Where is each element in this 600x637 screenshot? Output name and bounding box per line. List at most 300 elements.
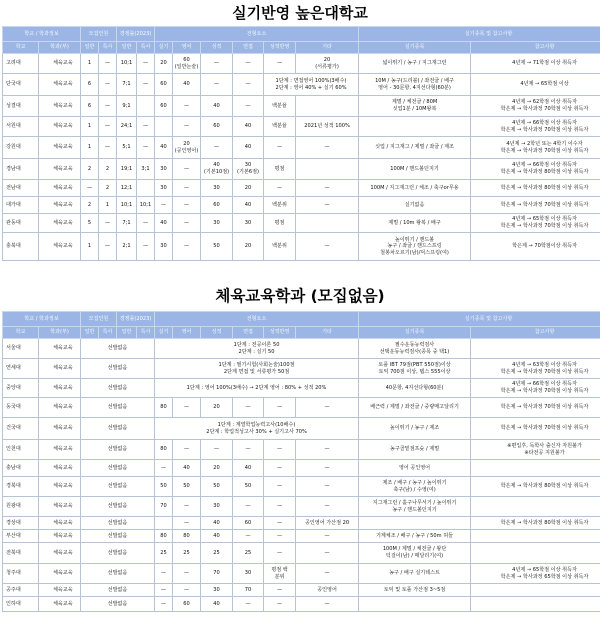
cell-school: 부산대 <box>3 530 39 543</box>
cell-english: — <box>173 117 201 137</box>
cell-practical-event: 농구 / 배구 실기테스트 <box>359 564 471 584</box>
cell-english: 50 <box>173 477 201 497</box>
cell-grade-reflect: — <box>264 137 296 159</box>
cell-selection-status: 선발없음 <box>81 398 155 418</box>
group-elements: 전형요소 <box>155 27 359 42</box>
cell-practical: 30 <box>155 233 173 261</box>
cell-interview: 30 <box>233 564 264 584</box>
cell-comp-general: 24;1 <box>117 117 137 137</box>
cell-comp-special: 3;1 <box>137 159 155 180</box>
cell-comp-general: 9;1 <box>117 96 137 117</box>
cell-comp-general: 12;1 <box>117 180 137 197</box>
cell-etc: — <box>296 477 359 497</box>
cell-notes: 학은제 → 학사과정 70학점 이상 취득자 <box>471 418 600 440</box>
cell-practical: 20 <box>155 54 173 74</box>
column-header-comp-general: 일반 <box>117 42 137 54</box>
cell-recruit-special: 2 <box>99 159 117 180</box>
column-header-etc: 기타 <box>296 327 359 339</box>
cell-grade: 60 <box>201 197 233 214</box>
cell-practical: 70 <box>155 497 173 517</box>
cell-school: 중앙대 <box>3 379 39 398</box>
cell-school: 대가대 <box>3 197 39 214</box>
group-elements: 전형요소 <box>155 312 359 327</box>
column-header-etc: 기타 <box>296 42 359 54</box>
cell-school: 연세대 <box>3 359 39 379</box>
cell-school: 관동대 <box>3 214 39 233</box>
cell-practical-event: 넓이뛰기 / 농구 / 지그재그런 <box>359 54 471 74</box>
cell-grade: 50 <box>201 233 233 261</box>
cell-notes: 학은제 → 학사과정 80학점 이상 취득자 <box>471 517 600 530</box>
cell-grade: — <box>201 74 233 96</box>
cell-comp-special: — <box>137 117 155 137</box>
cell-english: — <box>173 497 201 517</box>
cell-interview: 40 <box>233 117 264 137</box>
cell-notes: 학은제 → 학사과정 80학점 이상 취득자 <box>471 477 600 497</box>
cell-practical: — <box>155 197 173 214</box>
cell-notes <box>471 497 600 517</box>
cell-practical: 60 <box>155 74 173 96</box>
cell-dept: 체육교육 <box>39 137 81 159</box>
cell-notes: 4년제 → 62학점 이상 취득자 학은제 → 학사과정 70학점 이상 취득자 <box>471 96 600 117</box>
cell-practical-event: 제멀 / 체전굴 / 80M 싯업1분 / 10M왕복 <box>359 96 471 117</box>
cell-school: 충남대 <box>3 460 39 477</box>
cell-comp-special: — <box>137 74 155 96</box>
cell-recruit-special: — <box>99 214 117 233</box>
cell-recruit-general: 1 <box>81 117 99 137</box>
cell-grade: 50 <box>201 477 233 497</box>
cell-grade: 40 <box>201 517 233 530</box>
cell-dept: 체육교육 <box>39 180 81 197</box>
cell-comp-general: 7;1 <box>117 74 137 96</box>
cell-notes: 4년제 → 66학점 이상 취득자 학은제 → 학사과정 80학점 이상 취득자 <box>471 159 600 180</box>
cell-practical: 80 <box>155 440 173 460</box>
cell-practical: 80 <box>155 530 173 543</box>
cell-interview: 20 <box>233 180 264 197</box>
group-competition: 경쟁률(2023) <box>117 27 155 42</box>
cell-practical-event: 높이뛰기 / 농구 / 제조 <box>359 418 471 440</box>
cell-english: — <box>173 214 201 233</box>
cell-notes: 4년제 → 63학점 이상 취득자 학은제 → 학사과정 70학점 이상 취득자 <box>471 359 600 379</box>
cell-recruit-general: 1 <box>81 54 99 74</box>
cell-etc: 공인영어 가산점 20 <box>296 517 359 530</box>
table-row <box>3 584 600 597</box>
cell-practical <box>155 117 173 137</box>
table-row <box>3 359 600 379</box>
cell-practical-event: 기계체조 / 배구 / 농구 / 50m 허들 <box>359 530 471 543</box>
cell-comp-special: — <box>137 233 155 261</box>
cell-comp-special: — <box>137 54 155 74</box>
cell-notes: 4년제 → 66학점 이상 취득자 학은제 → 학사과정 70학점 이상 취득자 <box>471 379 600 398</box>
cell-grade-reflect: — <box>264 180 296 197</box>
cell-notes: ※편입후, 독학사 출신자 자원불가 ※타전공 지원불가 <box>471 440 600 460</box>
cell-interview: 30 <box>233 214 264 233</box>
cell-english: 40 <box>173 74 201 96</box>
cell-school: 충북대 <box>3 233 39 261</box>
cell-grade: 30 <box>201 584 233 597</box>
cell-interview: — <box>233 398 264 418</box>
cell-grade-reflect: — <box>264 543 296 564</box>
cell-stage-description: 1단계 : 면접영어 100%(3배수) 2단계 : 영어 40% + 실기 60% <box>264 74 359 96</box>
table-row <box>3 597 600 612</box>
cell-practical-event: 100M / 핸드볼던지기 <box>359 159 471 180</box>
cell-english: — <box>173 584 201 597</box>
cell-notes: 4년제 → 65학점 이상 취득자 학은제 → 학사과정 65학점 이상 취득자 <box>471 564 600 584</box>
cell-interview: 50 <box>233 477 264 497</box>
cell-english: 60 <box>173 597 201 612</box>
column-header-practical-event: 실기종목 <box>359 327 471 339</box>
cell-comp-general: 7;1 <box>117 214 137 233</box>
table-row <box>3 137 600 159</box>
cell-etc: — <box>296 564 359 584</box>
cell-notes: 학은제 → 70학점이상 취득자 <box>471 233 600 261</box>
cell-grade: 40 (기본10점) <box>201 159 233 180</box>
cell-school: 서원대 <box>3 117 39 137</box>
cell-dept: 체육교육 <box>39 159 81 180</box>
cell-dept: 체육교육 <box>39 530 81 543</box>
cell-interview: 40 <box>233 137 264 159</box>
cell-recruit-general: 6 <box>81 96 99 117</box>
cell-practical-event: 농구골밑점프슛 / 제멀 <box>359 440 471 460</box>
cell-school: 전남대 <box>3 180 39 197</box>
cell-notes: 학은제 → 학사과정 80학점 이상 취득자 <box>471 180 600 197</box>
cell-grade: — <box>201 137 233 159</box>
cell-practical: 50 <box>155 477 173 497</box>
cell-interview: 60 <box>233 517 264 530</box>
cell-comp-special: 10;1 <box>137 197 155 214</box>
cell-selection-status: 선발없음 <box>81 543 155 564</box>
cell-dept: 체육교육 <box>39 418 81 440</box>
cell-notes <box>471 460 600 477</box>
group-school-info: 학교 / 학과정보 <box>3 27 81 42</box>
cell-dept: 체육교육 <box>39 339 81 359</box>
cell-grade-reflect: — <box>264 530 296 543</box>
cell-stage-description: 1단계 : 전공이론 50 2단계 : 실기 50 <box>155 339 359 359</box>
cell-etc: — <box>296 197 359 214</box>
cell-practical-event <box>359 117 471 137</box>
cell-selection-status: 선발없음 <box>81 477 155 497</box>
table-row <box>3 339 600 359</box>
cell-interview: — <box>233 530 264 543</box>
cell-english: — <box>173 233 201 261</box>
cell-grade-reflect: 평점 <box>264 214 296 233</box>
cell-dept: 체육교육 <box>39 359 81 379</box>
cell-notes: 학은제 → 학사과정 70학점 이상 취득자 <box>471 197 600 214</box>
table-row <box>3 180 600 197</box>
table-row <box>3 460 600 477</box>
cell-dept: 체육교육 <box>39 564 81 584</box>
cell-dept: 체육교육 <box>39 584 81 597</box>
group-practical: 실기종목 및 참고사항 <box>359 312 600 327</box>
cell-practical: 25 <box>155 543 173 564</box>
cell-grade-reflect: — <box>264 460 296 477</box>
cell-practical-event: 높이뛰기 / 핸드볼 농구 / 좌굴 / 핸드스프링 철봉차오르기(남)/덕스프링(여) <box>359 233 471 261</box>
cell-practical: 80 <box>155 398 173 418</box>
cell-stage-description: 1단계 : 계열학업능력고사(10배수) 2단계 : 학업적성고사 30% + 실기고사 70% <box>155 418 359 440</box>
cell-notes <box>471 339 600 359</box>
section2-title: 체육교육학과 (모집없음) <box>215 287 385 305</box>
cell-recruit-special: — <box>99 74 117 96</box>
cell-dept: 체육교육 <box>39 197 81 214</box>
cell-comp-special <box>137 180 155 197</box>
no-recruit-table <box>2 311 600 612</box>
cell-school: 강원대 <box>3 137 39 159</box>
cell-school: 경북대 <box>3 477 39 497</box>
cell-interview: — <box>233 74 264 96</box>
cell-english: — <box>173 398 201 418</box>
cell-recruit-general: 1 <box>81 233 99 261</box>
table-row <box>3 117 600 137</box>
cell-dept: 체육교육 <box>39 543 81 564</box>
cell-practical: 30 <box>155 180 173 197</box>
cell-practical-event: 제조 / 배구 / 농구 / 높이뛰기 축구(남) / 수영(여) <box>359 477 471 497</box>
cell-practical-event: 실기없음 <box>359 197 471 214</box>
cell-etc: 20 (서류평가) <box>296 54 359 74</box>
cell-grade: 40 <box>201 597 233 612</box>
cell-school: 서울대 <box>3 339 39 359</box>
column-header-english: 영어 <box>173 327 201 339</box>
column-header-english: 영어 <box>173 42 201 54</box>
cell-etc <box>296 96 359 117</box>
group-school-info: 학교 / 학과정보 <box>3 312 81 327</box>
cell-dept: 체육교육 <box>39 477 81 497</box>
cell-grade-reflect: — <box>264 54 296 74</box>
cell-etc: — <box>296 440 359 460</box>
cell-recruit-special: 1 <box>99 197 117 214</box>
column-header-dept: 학과(부) <box>39 327 81 339</box>
cell-practical: 40 <box>155 137 173 159</box>
table-row <box>3 440 600 460</box>
cell-english: — <box>173 180 201 197</box>
cell-etc: — <box>296 398 359 418</box>
cell-grade-reflect: — <box>264 440 296 460</box>
column-header-recruit-general: 일반 <box>81 42 99 54</box>
cell-school: 원광대 <box>3 497 39 517</box>
column-header-comp-special: 특사 <box>137 327 155 339</box>
cell-etc: — <box>296 180 359 197</box>
cell-dept: 체육교육 <box>39 597 81 612</box>
cell-interview: 40 <box>233 197 264 214</box>
cell-dept: 체육교육 <box>39 233 81 261</box>
column-header-recruit-special: 특사 <box>99 327 117 339</box>
cell-selection-status: 선발없음 <box>81 460 155 477</box>
cell-grade-reflect: — <box>264 584 296 597</box>
column-header-comp-special: 특사 <box>137 42 155 54</box>
group-practical: 실기종목 및 참고사항 <box>359 27 600 42</box>
cell-grade: 30 <box>201 214 233 233</box>
column-header-school: 학교 <box>3 327 39 339</box>
table-row <box>3 74 600 96</box>
cell-grade: 25 <box>201 543 233 564</box>
cell-grade: 40 <box>201 96 233 117</box>
cell-practical: — <box>155 597 173 612</box>
cell-grade: 30 <box>201 497 233 517</box>
cell-recruit-special: 2 <box>99 180 117 197</box>
cell-stage-description: 1단계 : 필기시험(사회논술)100점 2단계 면접 및 서류평가 50점 <box>155 359 359 379</box>
cell-practical-event: 필수운동능력검사 선택운동능력검사(종목 중 택1) <box>359 339 471 359</box>
cell-recruit-general: 5 <box>81 214 99 233</box>
cell-selection-status: 선발없음 <box>81 530 155 543</box>
cell-practical-event: 싯업 / 지그재그 / 제멀 / 좌굴 / 제조 <box>359 137 471 159</box>
cell-school: 전북대 <box>3 543 39 564</box>
table-row <box>3 159 600 180</box>
cell-etc: — <box>296 460 359 477</box>
cell-comp-special: — <box>137 137 155 159</box>
cell-etc: — <box>296 137 359 159</box>
cell-practical <box>155 517 173 530</box>
table-row <box>3 96 600 117</box>
cell-recruit-special: — <box>99 54 117 74</box>
cell-school: 인천대 <box>3 440 39 460</box>
cell-interview: 20 <box>233 233 264 261</box>
cell-english: — <box>173 96 201 117</box>
cell-practical-event: 제멀 / 10m 왕복 / 배구 <box>359 214 471 233</box>
section1-title: 실기반영 높은대학교 <box>232 4 368 22</box>
cell-dept: 체육교육 <box>39 117 81 137</box>
table-row <box>3 543 600 564</box>
cell-practical-event: 토익 및 토플 가산점 3~5점 <box>359 584 471 597</box>
cell-practical-event: 10M / 농구(드리블) / 좌전굴 / 배구 영어 - 30문항, 4지선다형(60분) <box>359 74 471 96</box>
cell-grade: 40 <box>201 530 233 543</box>
column-header-grade: 성적 <box>201 327 233 339</box>
cell-dept: 체육교육 <box>39 517 81 530</box>
table-row <box>3 197 600 214</box>
cell-practical-event <box>359 597 471 612</box>
cell-selection-status: 선발없음 <box>81 359 155 379</box>
cell-notes: 4년제 → 66학점 이상 취득자 학은제 → 학사과정 70학점 이상 취득자 <box>471 117 600 137</box>
cell-grade-reflect: — <box>264 517 296 530</box>
cell-grade: 20 <box>201 460 233 477</box>
column-header-practical: 실기 <box>155 327 173 339</box>
cell-etc: — <box>296 543 359 564</box>
cell-etc: — <box>296 597 359 612</box>
cell-practical-event: 영어 공인영어 <box>359 460 471 477</box>
cell-notes <box>471 530 600 543</box>
column-header-notes: 참고사항 <box>471 327 600 339</box>
column-header-notes: 참고사항 <box>471 42 600 54</box>
cell-practical-event: 지그재그런 / 홀구나무서기 / 높이뛰기 농구 / 핸드볼던지기 <box>359 497 471 517</box>
table-row <box>3 497 600 517</box>
cell-english: — <box>173 197 201 214</box>
cell-grade-reflect: 백분율 <box>264 96 296 117</box>
cell-selection-status: 선발없음 <box>81 517 155 530</box>
cell-dept: 체육교육 <box>39 440 81 460</box>
cell-school: 건국대 <box>3 418 39 440</box>
cell-selection-status: 선발없음 <box>81 339 155 359</box>
table-row <box>3 379 600 398</box>
cell-practical: — <box>155 460 173 477</box>
group-competition: 경쟁률(2023) <box>117 312 155 327</box>
cell-english: 40 <box>173 460 201 477</box>
cell-etc: — <box>296 233 359 261</box>
cell-interview: 40 <box>233 460 264 477</box>
group-recruit: 모집인원 <box>81 27 117 42</box>
cell-recruit-general: — <box>81 180 99 197</box>
cell-notes <box>471 597 600 612</box>
cell-recruit-general: 2 <box>81 159 99 180</box>
cell-english: 80 <box>173 530 201 543</box>
column-header-interview: 면접 <box>233 42 264 54</box>
cell-etc <box>296 214 359 233</box>
table-row <box>3 530 600 543</box>
cell-recruit-general: 1 <box>81 137 99 159</box>
cell-dept: 체육교육 <box>39 74 81 96</box>
cell-interview: 25 <box>233 543 264 564</box>
cell-practical-event: 40문항, 4지선다형(60분) <box>359 379 471 398</box>
cell-english: — <box>173 159 201 180</box>
column-header-dept: 학과(부) <box>39 42 81 54</box>
cell-selection-status: 선발없음 <box>81 497 155 517</box>
cell-interview: — <box>233 96 264 117</box>
cell-comp-special <box>137 96 155 117</box>
cell-etc <box>296 159 359 180</box>
cell-selection-status: 선발없음 <box>81 584 155 597</box>
cell-dept: 체육교육 <box>39 214 81 233</box>
cell-school: 경상대 <box>3 517 39 530</box>
cell-grade-reflect: 평점 백 분위 <box>264 564 296 584</box>
cell-notes: 4년제 → 71학점 이상 취득자 <box>471 54 600 74</box>
column-header-interview: 면접 <box>233 327 264 339</box>
cell-practical: 30 <box>155 159 173 180</box>
high-practical-table <box>2 26 600 261</box>
column-header-practical: 실기 <box>155 42 173 54</box>
cell-grade: — <box>201 54 233 74</box>
cell-school: 경남대 <box>3 159 39 180</box>
cell-comp-general: 10;1 <box>117 197 137 214</box>
cell-comp-general: 5;1 <box>117 137 137 159</box>
cell-school: 공주대 <box>3 584 39 597</box>
cell-grade-reflect: 평점 <box>264 159 296 180</box>
cell-english: 20 (공인영어) <box>173 137 201 159</box>
table-row <box>3 418 600 440</box>
column-header-comp-general: 일반 <box>117 327 137 339</box>
cell-practical: 40 <box>155 214 173 233</box>
cell-dept: 체육교육 <box>39 379 81 398</box>
cell-grade-reflect: — <box>264 597 296 612</box>
cell-selection-status: 선발없음 <box>81 597 155 612</box>
cell-dept: 체육교육 <box>39 54 81 74</box>
cell-practical-event: 100M / 지그재그런 / 체조 / 축구or무용 <box>359 180 471 197</box>
cell-notes: 4년제 → 65학점 이상 취득자 학은제 → 학사과정 70학점 이상 취득자 <box>471 214 600 233</box>
cell-school: 청주대 <box>3 564 39 584</box>
cell-practical: — <box>155 584 173 597</box>
table-row <box>3 233 600 261</box>
cell-recruit-general: 6 <box>81 74 99 96</box>
cell-selection-status: 선발없음 <box>81 379 155 398</box>
column-header-grade: 성적 <box>201 42 233 54</box>
cell-grade-reflect: — <box>264 497 296 517</box>
cell-notes <box>471 584 600 597</box>
cell-grade-reflect: 백분율 <box>264 117 296 137</box>
cell-grade: 30 <box>201 180 233 197</box>
cell-interview: 30 (기본6점) <box>233 159 264 180</box>
cell-interview: 70 <box>233 584 264 597</box>
cell-recruit-special: — <box>99 96 117 117</box>
cell-grade-reflect: — <box>264 477 296 497</box>
table-row <box>3 398 600 418</box>
cell-dept: 체육교육 <box>39 398 81 418</box>
cell-practical-event: 배근력 / 제멀 / 좌전굴 / 중량메고달리기 <box>359 398 471 418</box>
cell-interview: — <box>233 54 264 74</box>
cell-notes: 4년제 → 65학점 이상 <box>471 74 600 96</box>
cell-etc: 2021년 성적 100% <box>296 117 359 137</box>
cell-comp-general: 10;1 <box>117 54 137 74</box>
cell-dept: 체육교육 <box>39 497 81 517</box>
cell-etc: — <box>296 497 359 517</box>
cell-dept: 체육교육 <box>39 460 81 477</box>
cell-practical: 60 <box>155 96 173 117</box>
cell-recruit-general: 2 <box>81 197 99 214</box>
cell-selection-status: 선발없음 <box>81 564 155 584</box>
